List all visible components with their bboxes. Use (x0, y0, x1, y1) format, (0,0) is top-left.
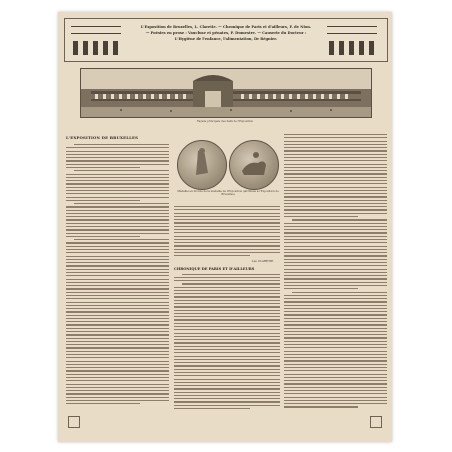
medal-caption: Médaille en bronze de la médaille de l'Exposition (attribuée à l'Exposition de Bruxelles) (177, 190, 279, 196)
article-title: L'EXPOSITION DE BRUXELLES (66, 135, 139, 140)
exhibition-hall-illustration (81, 69, 371, 117)
medal-obverse (177, 140, 227, 190)
contents-line: L'Hygiène de l'enfance, l'alimentation, Dr Régnier. (174, 37, 278, 42)
chronicle-title: CHRONIQUE DE PARIS ET D'AILLEURS (174, 266, 255, 271)
contents-text (131, 24, 321, 43)
newspaper-page (58, 12, 392, 442)
figure-icon (178, 141, 226, 189)
horseman-icon (230, 141, 278, 189)
contents-line: L'Exposition de Bruxelles, L. Claretie. — Chronique de Paris et d'ailleurs, F. de Nion. (140, 25, 312, 29)
header-ornament-right (325, 23, 383, 57)
medal-reverse (229, 140, 279, 190)
header-ornament-left (69, 23, 127, 57)
corner-ornament (68, 416, 80, 428)
contents-header (64, 18, 388, 62)
column-left (66, 134, 169, 407)
column-middle (174, 206, 280, 411)
photo-caption: Façade principale des halls de l'Exposition (196, 120, 254, 123)
article-signature: Léo CLARETIE. (251, 258, 274, 263)
exhibition-hall-photo (80, 68, 372, 118)
corner-ornament (370, 416, 382, 428)
medal-illustration (175, 138, 281, 202)
contents-line: — Poésies en prose : Vaucluse et pénates, P. Dumestre. — Causerie du Docteur : (145, 31, 307, 36)
column-right (284, 134, 387, 410)
